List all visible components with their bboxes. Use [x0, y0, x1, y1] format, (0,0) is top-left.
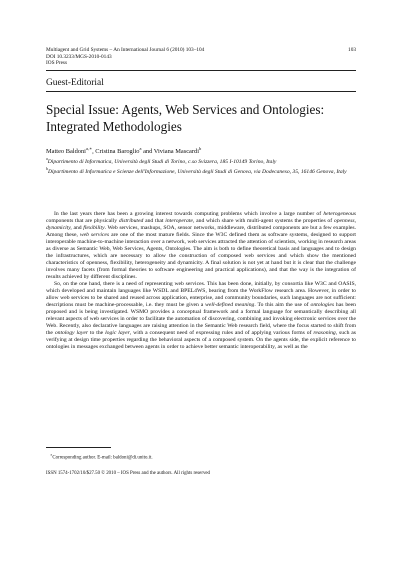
affiliation-a [46, 156, 356, 166]
p2-text-c: has been proposed and is being investigated. WSMO provides a conceptual framework and a formal language for semantically describing all relevant aspects of web services in order to facilitate the automation of discovering, combining and invoking electronic services over the Web. Recently, also declarative languages are raising attention in the Semantic Web research field, where the focus started to shift from the [46, 302, 356, 336]
p1-text-b: components that are physically [46, 218, 119, 224]
issn-line: ISSN 1574-1702/10/$27.50 © 2010 – IOS Press and the authors. All rights reserved [46, 471, 211, 476]
author-3-mark: b [199, 146, 202, 151]
p2-em-4: logic layer [105, 330, 130, 336]
p1-text-f: . Web services, mashups, SOA, sensor networks, middleware, distributed components are but a few examples. Among these, [46, 225, 356, 238]
footnote [50, 453, 153, 461]
p2-text-d: to the [88, 330, 106, 336]
footnote-rule [46, 447, 111, 448]
paper-title: Special Issue: Agents, Web Services and Ontologies: Integrated Methodologies [46, 102, 325, 134]
body-text [46, 211, 356, 351]
p1-em-3: interoperate [165, 218, 193, 224]
p1-em-2: distributed [118, 218, 144, 224]
p1-text-a: In the last years there has been a growing interest towards computing problems which involve a large number of [54, 211, 324, 217]
affiliation-b [46, 166, 356, 176]
author-1-mark: a,∗ [85, 146, 93, 151]
p1-text-g: are one of the most mature fields. Since the W3C defined them as software systems, designed to support interoperable machine-to-machine interaction over a network, web services attracted the attention of scientists, working in research areas as diverse as Semantic Web, Web Services, Agents, Ontologies. The aim is both to define theoretical basis and languages and to design the infrastructures, which are necessary to allow the construction of composed web services and which show the mentioned characteristics of openness, flexibility, heterogeneity and dynamicity. A final solution is not yet at hand but it is clear that the challenge involves many facets (from formal theories to software engineering and practical applications), and that the way is the integration of results achieved by different disciplines. [46, 232, 356, 280]
p2-text-e: , with a consequent need of expressing rules and of applying various forms of [129, 330, 314, 336]
p1-em-5: flexibility [83, 225, 105, 231]
doi-line: DOI 10.3233/MGS-2010-0143 [46, 53, 112, 60]
p2-em-2: ontologies [310, 302, 335, 308]
affiliation-b-text: Dipartimento di Informatica e Scienze dell'Informazione, Università degli Studi di Genova, via Dodecaneso, 35, 16146 Genova, Italy [47, 169, 347, 176]
footnote-mark: ∗ [50, 453, 53, 457]
header-rule-top [46, 70, 356, 71]
affiliations [46, 156, 356, 176]
p1-text-e: and [71, 225, 84, 231]
publisher-line: IOS Press [46, 60, 68, 67]
p2-em-5: reasoning [313, 330, 336, 336]
author-2-mark: a [139, 146, 142, 151]
affiliation-a-text: Dipartimento di Informatica, Università degli Studi di Torino, c.so Svizzera, 185 I-10149 Torino, Italy [47, 158, 277, 165]
p2-em-3: ontology layer [54, 330, 89, 336]
paragraph-2 [46, 281, 356, 351]
p2-em-1: well-defined meaning [205, 302, 255, 308]
author-1: Matteo Baldoni [46, 148, 86, 156]
header-rule-bottom [46, 91, 356, 92]
footnote-text: Corresponding author. E-mail: baldoni@di.unito.it. [52, 455, 153, 461]
p1-em-4: openness, dynamicity, [46, 218, 356, 231]
p2-text-f: , such as verifying at design time properties regarding the behavioral aspects of a composed system. On the agents side, the explicit reference to ontologies in messages exchanged between agents in order to achieve better semantic interoperability, as well as the [46, 330, 356, 350]
affiliation-b-mark: b [46, 167, 48, 172]
author-2: , Cristina Baroglio [92, 148, 140, 156]
page-number: 103 [348, 47, 356, 53]
p1-em-1: heterogeneous [323, 211, 356, 217]
journal-line: Multiagent and Grid Systems – An International Journal 6 (2010) 103–104 [46, 47, 205, 53]
affiliation-a-mark: a [46, 157, 48, 161]
p2-text-b: . To this aim the use of [254, 302, 311, 308]
p1-text-c: and that [143, 218, 166, 224]
running-header [46, 47, 346, 67]
author-list [46, 146, 356, 155]
section-label: Guest-Editorial [46, 78, 104, 88]
p2-text-a: So, on the one hand, there is a need of representing web services. This has been done, initially, by consortia like W3C and OASIS, which developed and maintain languages like WSDL and BPEL4WS, bearing from the WorkFlow research area. However, in order to allow web services to be shared and reused across application, enterprise, and community boundaries, such languages are not sufficient: descriptions must be machine-processable, i.e. they must be given a [46, 281, 356, 308]
p1-em-6: web services [79, 232, 110, 238]
author-3: and Viviana Mascardi [141, 148, 199, 156]
paragraph-1 [46, 211, 356, 281]
p1-text-d: , and which share with multi-agent systems the properties of [192, 218, 334, 224]
